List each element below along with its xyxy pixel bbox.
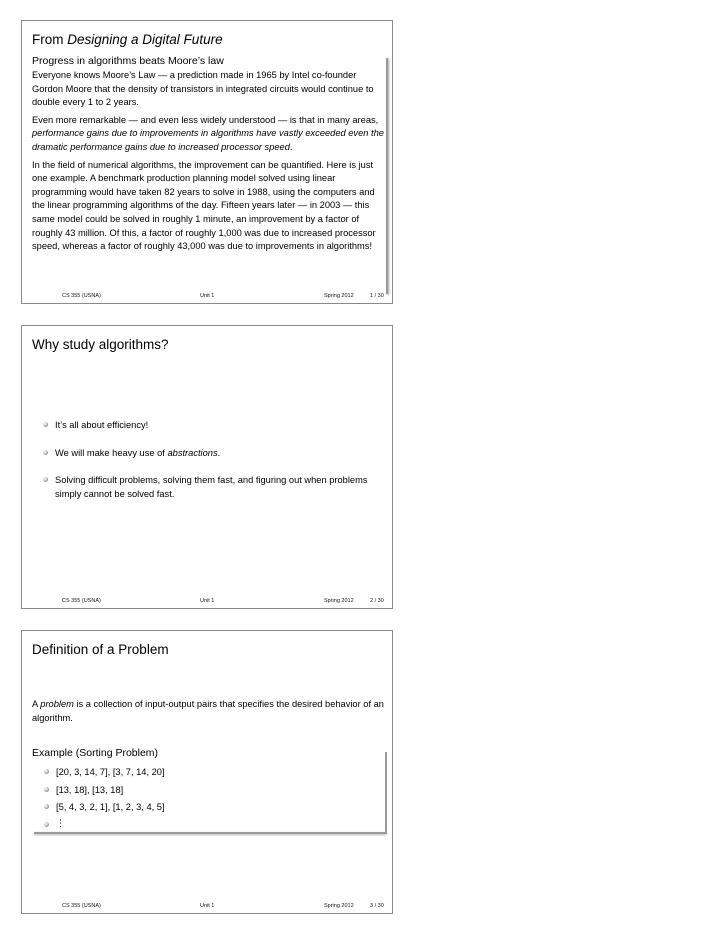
slide-title: From Designing a Digital Future	[32, 32, 223, 47]
footer-term: Spring 2012	[324, 903, 354, 909]
bullet-icon	[44, 804, 49, 809]
slide-3	[21, 630, 393, 914]
definition: A problem is a collection of input-output pairs that specifies the desired behavior of an algorithm.	[32, 699, 384, 723]
bullet-list	[43, 419, 383, 515]
example-block-shadow	[34, 832, 387, 834]
list-item: [20, 3, 14, 7], [3, 7, 14, 20]	[44, 766, 384, 780]
footer-unit: Unit 1	[200, 598, 215, 604]
footer-page: 3 / 30	[370, 903, 384, 909]
bullet-icon	[43, 477, 48, 482]
block-body	[32, 69, 389, 258]
list-item: [13, 18], [13, 18]	[44, 784, 384, 798]
paragraph: Even more remarkable — and even less widely understood — is that in many areas, performance gains due to improvements in algorithms have vastly exceeded even the dramatic performance gains due to increased processor speed.	[32, 114, 384, 152]
example-block-shadow	[385, 752, 387, 832]
slide-1	[21, 20, 393, 304]
footer-unit: Unit 1	[200, 293, 215, 299]
block-shadow	[386, 58, 388, 294]
footer-page: 1 / 30	[370, 293, 384, 299]
bullet-icon	[43, 450, 48, 455]
list-item: Solving difficult problems, solving them fast, and figuring out when problems simply cannot be solved fast.	[43, 474, 383, 501]
bullet-icon	[44, 787, 49, 792]
footer-unit: Unit 1	[200, 903, 215, 909]
footer-course: CS 355 (USNA)	[62, 293, 101, 299]
block-title: Progress in algorithms beats Moore’s law	[32, 55, 224, 67]
example-list	[44, 766, 384, 836]
list-item	[44, 819, 384, 833]
example-title: Example (Sorting Problem)	[32, 747, 159, 759]
footer-course: CS 355 (USNA)	[62, 598, 101, 604]
paragraph: In the field of numerical algorithms, the improvement can be quantified. Here is just one example. A benchmark production planning model solved using linear programming would have taken 82 years to solve in 1988, using the computers and the linear programming algorithms of the day. Fifteen years later — in 2003 — this same model could be solved in roughly 1 minute, an improvement by a factor of roughly 43 million. Of this, a factor of roughly 1,000 was due to increased processor speed, whereas a factor of roughly 43,000 was due to improvements in algorithms!	[32, 159, 376, 252]
slide-title: Why study algorithms?	[32, 337, 169, 352]
footer-term: Spring 2012	[324, 293, 354, 299]
list-item: [5, 4, 3, 2, 1], [1, 2, 3, 4, 5]	[44, 801, 384, 815]
footer-page: 2 / 30	[370, 598, 384, 604]
slide-title: Definition of a Problem	[32, 642, 169, 657]
paragraph: Everyone knows Moore’s Law — a prediction made in 1965 by Intel co-founder Gordon Moore that the density of transistors in integrated circuits would continue to double every 1 to 2 years.	[32, 70, 374, 108]
bullet-icon	[43, 422, 48, 427]
slide-2	[21, 325, 393, 609]
vdots: ⋮	[56, 817, 65, 828]
footer-term: Spring 2012	[324, 598, 354, 604]
footer-course: CS 355 (USNA)	[62, 903, 101, 909]
list-item: It’s all about efficiency!	[43, 419, 383, 433]
bullet-icon	[44, 769, 49, 774]
list-item: We will make heavy use of abstractions.	[43, 447, 383, 461]
bullet-icon	[44, 822, 49, 827]
